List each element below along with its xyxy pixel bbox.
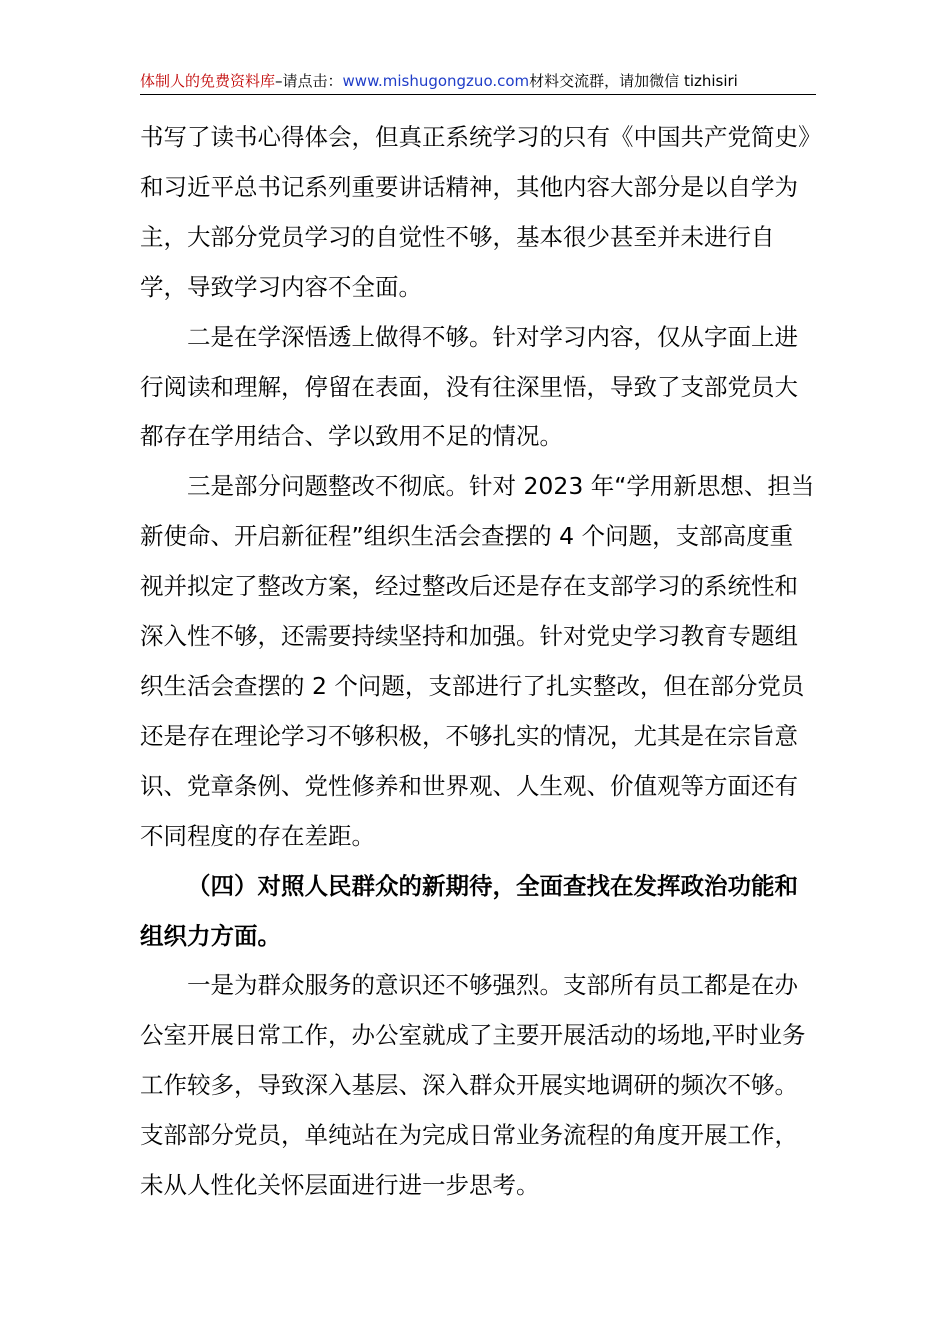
paragraph-point-three: 三是部分问题整改不彻底。针对 2023 年“学用新思想、担当新使命、开启新征程”组织生活会查摆的 4 个问题，支部高度重视并拟定了整改方案，经过整改后还是存在支部学习的系统性和深入性不够，还需要持续坚持和加强。针对党史学习教育专题组织生活会查摆的 2 个问题，支部进行了扎实整改，但在部分党员还是存在理论学习不够积极，不够扎实的情况，尤其是在宗旨意识、党章条例、党性修养和世界观、人生观、价值观等方面还有不同程度的存在差距。 <box>140 472 815 850</box>
document-body <box>140 113 816 1211</box>
section-heading-four: （四）对照人民群众的新期待，全面查找在发挥政治功能和组织力方面。 <box>140 871 798 950</box>
header-site-link[interactable]: www.mishugongzuo.com <box>342 72 530 90</box>
header-contact: 材料交流群，请加微信 tizhisiri <box>529 72 738 90</box>
paragraph-continued: 书写了读书心得体会，但真正系统学习的只有《中国共产党简史》和习近平总书记系列重要讲话精神，其他内容大部分是以自学为主，大部分党员学习的自觉性不够，基本很少甚至并未进行自学，导致学习内容不全面。 <box>140 123 810 301</box>
header-prompt: –请点击： <box>275 72 343 90</box>
paragraph-point-two: 二是在学深悟透上做得不够。针对学习内容，仅从字面上进行阅读和理解，停留在表面，没有往深里悟，导致了支部党员大都存在学用结合、学以致用不足的情况。 <box>140 322 798 451</box>
paragraph-point-one: 一是为群众服务的意识还不够强烈。支部所有员工都是在办公室开展日常工作，办公室就成了主要开展活动的场地,平时业务工作较多，导致深入基层、深入群众开展实地调研的频次不够。支部部分党员，单纯站在为完成日常业务流程的角度开展工作，未从人性化关怀层面进行进一步思考。 <box>140 971 806 1200</box>
page-header <box>140 70 816 95</box>
header-brand: 体制人的免费资料库 <box>140 72 276 90</box>
